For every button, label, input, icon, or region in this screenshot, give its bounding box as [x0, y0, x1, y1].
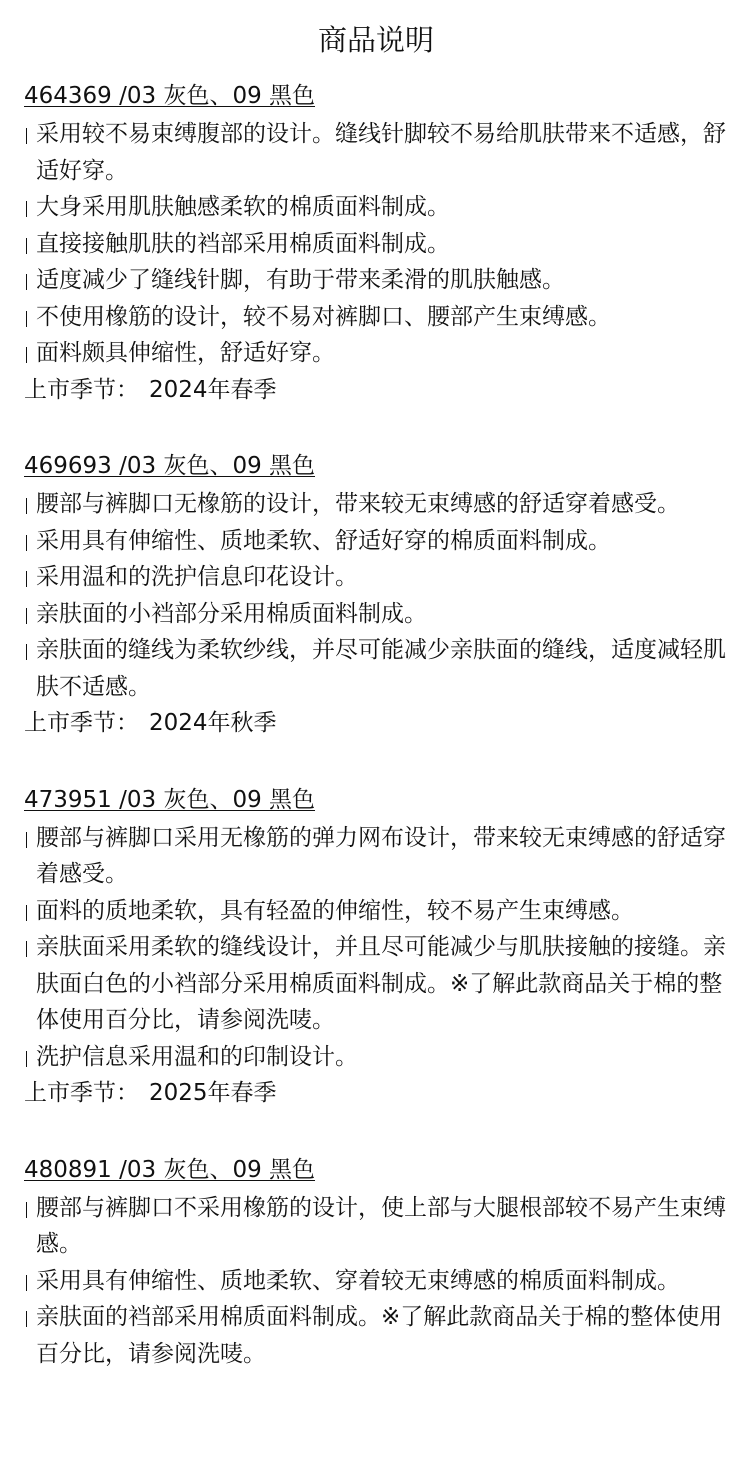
product-section — [24, 78, 728, 408]
release-season — [24, 705, 728, 742]
feature-item: 不使用橡筋的设计，较不易对裤脚口、腰部产生束缚感。 — [24, 299, 728, 336]
feature-item: 腰部与裤脚口无橡筋的设计，带来较无束缚感的舒适穿着感受。 — [24, 486, 728, 523]
feature-item: 亲肤面的缝线为柔软纱线，并尽可能减少亲肤面的缝线，适度减轻肌肤不适感。 — [24, 632, 728, 705]
feature-item: 腰部与裤脚口不采用橡筋的设计，使上部与大腿根部较不易产生束缚感。 — [24, 1190, 728, 1263]
feature-list — [24, 1190, 728, 1373]
feature-item: 适度减少了缝线针脚，有助于带来柔滑的肌肤触感。 — [24, 262, 728, 299]
release-season — [24, 1075, 728, 1112]
product-list — [24, 78, 728, 1372]
feature-item: 面料颇具伸缩性，舒适好穿。 — [24, 335, 728, 372]
feature-item: 采用具有伸缩性、质地柔软、穿着较无束缚感的棉质面料制成。 — [24, 1263, 728, 1300]
feature-item: 面料的质地柔软，具有轻盈的伸缩性，较不易产生束缚感。 — [24, 893, 728, 930]
release-season-label: 上市季节： — [24, 1080, 139, 1106]
feature-item: 腰部与裤脚口采用无橡筋的弹力网布设计，带来较无束缚感的舒适穿着感受。 — [24, 820, 728, 893]
release-season-label: 上市季节： — [24, 710, 139, 736]
product-code: 464369 /03 灰色、09 黑色 — [24, 83, 316, 109]
release-season-value: 2024年春季 — [149, 376, 277, 403]
feature-item: 大身采用肌肤触感柔软的棉质面料制成。 — [24, 189, 728, 226]
feature-item: 直接接触肌肤的裆部采用棉质面料制成。 — [24, 226, 728, 263]
product-section — [24, 448, 728, 742]
feature-item: 亲肤面采用柔软的缝线设计，并且尽可能减少与肌肤接触的接缝。亲肤面白色的小裆部分采用棉质面料制成。※了解此款商品关于棉的整体使用百分比，请参阅洗唛。 — [24, 929, 728, 1039]
product-section — [24, 1152, 728, 1373]
release-season-value: 2024年秋季 — [149, 710, 277, 736]
feature-list — [24, 116, 728, 372]
feature-list — [24, 486, 728, 705]
feature-item: 采用温和的洗护信息印花设计。 — [24, 559, 728, 596]
feature-item: 洗护信息采用温和的印制设计。 — [24, 1039, 728, 1076]
release-season — [24, 372, 728, 409]
product-code: 469693 /03 灰色、09 黑色 — [24, 453, 316, 479]
product-code: 480891 /03 灰色、09 黑色 — [24, 1156, 316, 1183]
feature-item: 亲肤面的裆部采用棉质面料制成。※了解此款商品关于棉的整体使用百分比，请参阅洗唛。 — [24, 1299, 728, 1372]
page-title: 商品说明 — [317, 23, 434, 57]
release-season-label: 上市季节： — [24, 376, 139, 403]
feature-item: 亲肤面的小裆部分采用棉质面料制成。 — [24, 596, 728, 633]
release-season-value: 2025年春季 — [149, 1080, 277, 1106]
feature-item: 采用较不易束缚腹部的设计。缝线针脚较不易给肌肤带来不适感，舒适好穿。 — [24, 116, 728, 189]
feature-list — [24, 820, 728, 1076]
feature-item: 采用具有伸缩性、质地柔软、舒适好穿的棉质面料制成。 — [24, 523, 728, 560]
product-code: 473951 /03 灰色、09 黑色 — [24, 786, 316, 813]
product-section — [24, 782, 728, 1112]
